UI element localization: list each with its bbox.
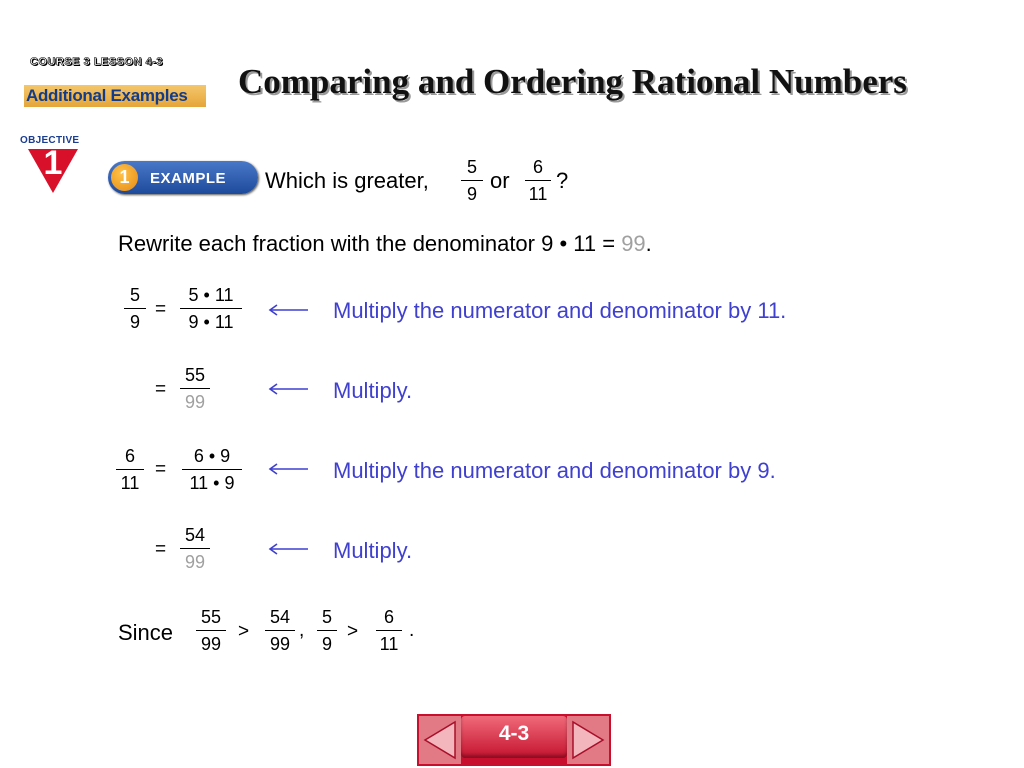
question-fraction-b [525, 156, 551, 205]
step1-rhs-fraction [180, 284, 242, 333]
numerator: 55 [200, 607, 222, 627]
next-slide-button[interactable] [567, 716, 609, 764]
fraction-bar [180, 548, 210, 549]
denominator: 9 [321, 634, 332, 654]
step2-rhs-fraction [180, 364, 210, 413]
fraction-bar [265, 630, 295, 631]
question-or: or [490, 168, 510, 193]
numerator: 5 [466, 157, 477, 177]
numerator: 5 [129, 285, 140, 305]
fraction-bar [376, 630, 402, 631]
example-number-circle: 1 [111, 164, 138, 191]
step3-equals: = [155, 459, 167, 480]
example-badge-label: EXAMPLE [150, 170, 227, 187]
fraction-bar [317, 630, 337, 631]
rewrite-instruction [118, 231, 652, 257]
numerator: 54 [184, 525, 206, 545]
arrow-left-icon [268, 542, 310, 556]
fraction-bar [525, 180, 551, 181]
step4-equals: = [155, 539, 167, 560]
denominator: 99 [184, 392, 206, 412]
denominator: 99 [184, 552, 206, 572]
step1-lhs-fraction [124, 284, 146, 333]
additional-examples-banner: Additional Examples [24, 85, 206, 107]
numerator: 6 • 9 [193, 446, 231, 466]
numerator: 6 [383, 607, 394, 627]
numerator: 6 [124, 446, 135, 466]
fraction-bar [196, 630, 226, 631]
denominator: 11 [379, 634, 399, 654]
denominator: 11 [120, 473, 140, 493]
conclusion-fraction-1 [196, 606, 226, 655]
objective-label: OBJECTIVE [20, 135, 80, 146]
numerator: 55 [184, 365, 206, 385]
denominator: 9 [129, 312, 140, 332]
step2-equals: = [155, 379, 167, 400]
conclusion-since: Since [118, 620, 174, 645]
conclusion-period: . [409, 620, 415, 641]
step4-rhs-fraction [180, 524, 210, 573]
previous-slide-button[interactable] [419, 716, 461, 764]
denominator: 99 [269, 634, 291, 654]
conclusion-greater-than-1: > [238, 621, 250, 642]
conclusion-fraction-3 [317, 606, 337, 655]
numerator: 5 [321, 607, 332, 627]
rewrite-period: . [645, 231, 652, 256]
rewrite-denominator-value: 99 [621, 231, 646, 256]
step3-lhs-fraction [116, 445, 144, 494]
conclusion-fraction-4 [376, 606, 402, 655]
arrow-left-icon [268, 303, 310, 317]
step3-rhs-fraction [182, 445, 242, 494]
step4-note: Multiply. [333, 538, 413, 563]
step2-note: Multiply. [333, 378, 413, 403]
slide-number-button[interactable]: 4-3 [461, 716, 567, 758]
step1-note: Multiply the numerator and denominator by 11. [333, 298, 787, 323]
fraction-bar [180, 388, 210, 389]
fraction-bar [116, 469, 144, 470]
conclusion-fraction-2 [265, 606, 295, 655]
step3-note: Multiply the numerator and denominator by 9. [333, 458, 776, 483]
question-fraction-a [461, 156, 483, 205]
question-mark: ? [556, 168, 569, 193]
question-prefix: Which is greater, [265, 168, 429, 193]
denominator: 11 • 9 [189, 473, 235, 493]
fraction-bar [182, 469, 242, 470]
fraction-bar [461, 180, 483, 181]
numerator: 6 [532, 157, 543, 177]
arrow-left-icon [268, 462, 310, 476]
numerator: 5 • 11 [188, 285, 234, 305]
numerator: 54 [269, 607, 291, 627]
denominator: 9 • 11 [188, 312, 234, 332]
denominator: 99 [200, 634, 222, 654]
objective-number: 1 [43, 144, 63, 182]
fraction-bar [180, 308, 242, 309]
denominator: 9 [466, 184, 477, 204]
page-title: Comparing and Ordering Rational Numbers [238, 62, 907, 101]
fraction-bar [124, 308, 146, 309]
rewrite-text: Rewrite each fraction with the denominator 9 • 11 = [118, 231, 622, 256]
step1-equals: = [155, 299, 167, 320]
denominator: 11 [528, 184, 548, 204]
conclusion-greater-than-2: > [347, 621, 359, 642]
arrow-left-icon [268, 382, 310, 396]
conclusion-comma: , [299, 620, 305, 641]
course-lesson-label: COURSE 3 LESSON 4-3 [30, 56, 163, 68]
